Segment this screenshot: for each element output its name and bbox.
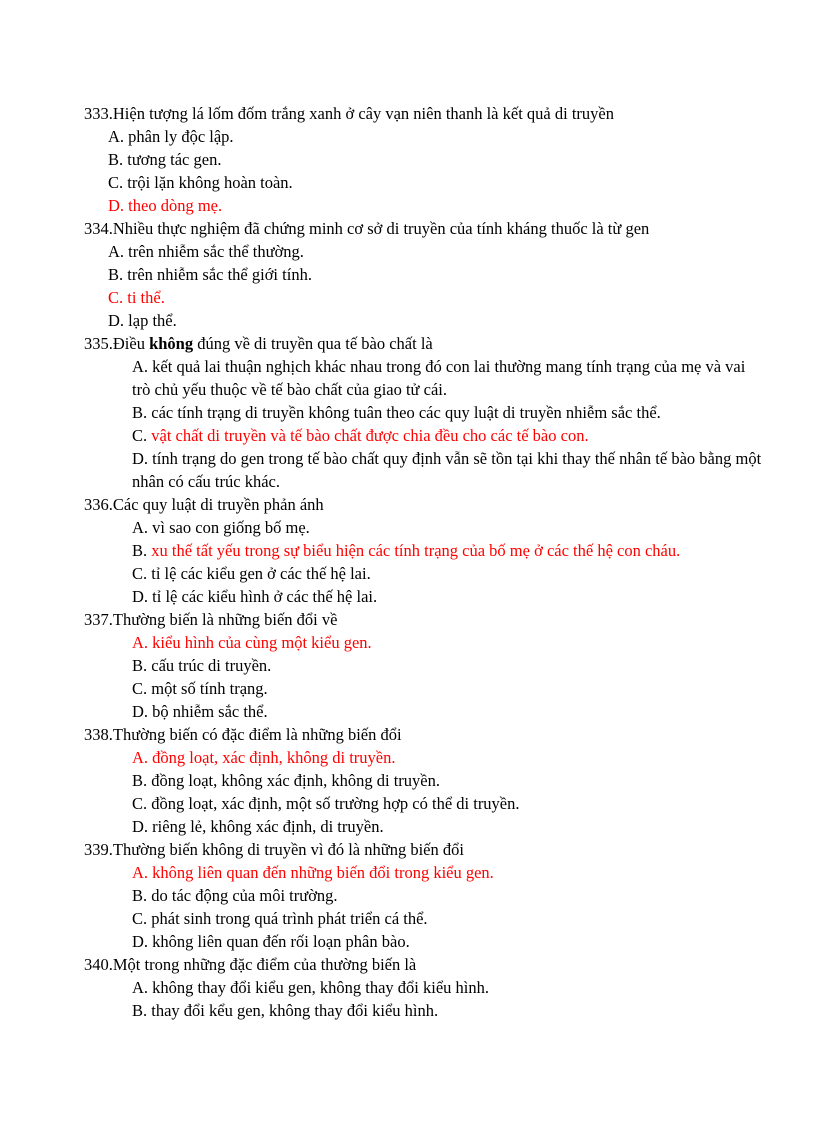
correct-answer-option [132,426,589,446]
answer-option: C. đồng loạt, xác định, một số trường hợp có thể di truyền. [132,794,520,813]
answer-option: A. kết quả lai thuận nghịch khác nhau trong đó con lai thường mang tính trạng của mẹ và vai [132,357,746,376]
question-stem: 333.Hiện tượng lá lốm đốm trắng xanh ở cây vạn niên thanh là kết quả di truyền [84,104,614,123]
correct-answer-option: D. theo dòng mẹ. [108,196,223,215]
correct-answer-text: vật chất di truyền và tế bào chất được chia đều cho các tế bào con. [151,426,589,445]
answer-option: C. phát sinh trong quá trình phát triển cá thể. [132,909,428,928]
question-stem-end: đúng về di truyền qua tế bào chất là [193,334,433,353]
answer-option: D. tính trạng do gen trong tế bào chất quy định vẫn sẽ tồn tại khi thay thế nhân tế bào bằng một [132,449,762,468]
answer-option: A. không thay đổi kiểu gen, không thay đổi kiểu hình. [132,978,489,997]
answer-option: B. cấu trúc di truyền. [132,656,272,675]
answer-option: B. trên nhiễm sắc thể giới tính. [108,265,312,284]
option-letter: B. [132,541,152,560]
answer-option: D. tỉ lệ các kiểu hình ở các thế hệ lai. [132,587,378,606]
correct-answer-option: C. ti thể. [108,288,165,307]
answer-option: C. trội lặn không hoàn toàn. [108,173,293,192]
answer-option: B. tương tác gen. [108,150,222,169]
answer-option: A. vì sao con giống bố mẹ. [132,518,310,537]
question-stem-emphasis: không [149,334,194,353]
question-stem-start: 335.Điều [84,334,150,353]
question-stem: 336.Các quy luật di truyền phản ánh [84,495,324,514]
answer-option: C. một số tính trạng. [132,679,268,698]
answer-option-continuation: trò chủ yếu thuộc về tế bào chất của giao tử cái. [132,380,447,399]
answer-option: B. do tác động của môi trường. [132,886,338,905]
answer-option: A. trên nhiễm sắc thể thường. [108,242,304,261]
answer-option: D. riêng lẻ, không xác định, di truyền. [132,817,384,836]
answer-option: A. phân ly độc lập. [108,127,234,146]
question-stem: 334.Nhiều thực nghiệm đã chứng minh cơ sở di truyền của tính kháng thuốc là từ gen [84,219,650,238]
answer-option: B. đồng loạt, không xác định, không di truyền. [132,771,440,790]
option-letter: C. [132,426,152,445]
answer-option: B. các tính trạng di truyền không tuân theo các quy luật di truyền nhiễm sắc thể. [132,403,661,422]
answer-option: D. lạp thể. [108,311,177,330]
correct-answer-text: xu thế tất yếu trong sự biểu hiện các tính trạng của bố mẹ ở các thế hệ con cháu. [151,541,681,560]
correct-answer-option: A. đồng loạt, xác định, không di truyền. [132,748,396,767]
answer-option: C. tỉ lệ các kiểu gen ở các thế hệ lai. [132,564,371,583]
correct-answer-option: A. không liên quan đến những biến đổi trong kiểu gen. [132,863,494,882]
answer-option-continuation: nhân có cấu trúc khác. [132,472,280,491]
question-stem: 337.Thường biến là những biến đổi về [84,610,338,629]
correct-answer-option [132,541,680,561]
answer-option: B. thay đổi kểu gen, không thay đổi kiểu hình. [132,1001,439,1020]
question-stem: 338.Thường biến có đặc điểm là những biến đổi [84,725,402,744]
question-stem: 339.Thường biến không di truyền vì đó là những biến đổi [84,840,464,859]
correct-answer-option: A. kiểu hình của cùng một kiểu gen. [132,633,372,652]
question-stem: 340.Một trong những đặc điểm của thường biến là [84,955,417,974]
answer-option: D. không liên quan đến rối loạn phân bào. [132,932,410,951]
answer-option: D. bộ nhiễm sắc thể. [132,702,268,721]
question-stem [84,334,433,354]
